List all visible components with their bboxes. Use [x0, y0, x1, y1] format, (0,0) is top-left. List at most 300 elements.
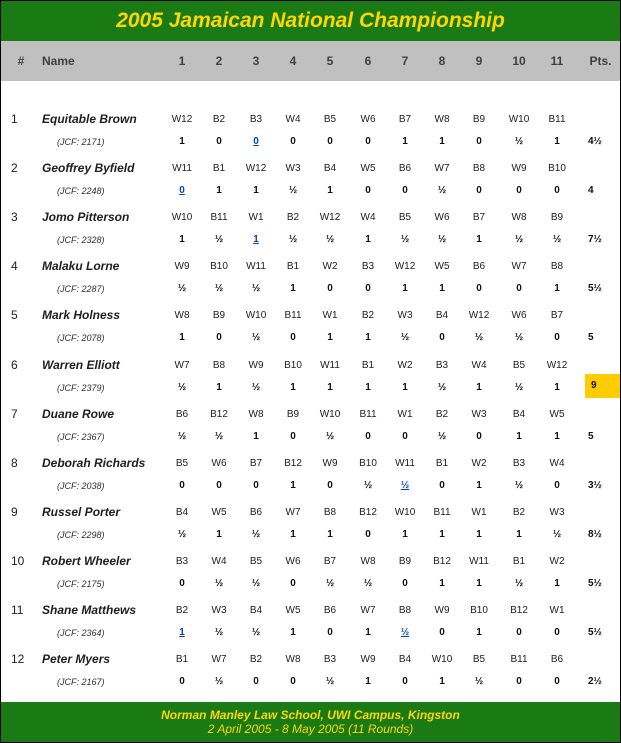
score-cell: 1 — [402, 381, 408, 393]
pairing-cell: W3 — [285, 163, 301, 175]
score-cell: 0 — [216, 136, 222, 147]
player-rating: (JCF: 2175) — [57, 578, 105, 589]
pairing-cell: W3 — [549, 506, 565, 518]
pairing-cell: W8 — [174, 310, 190, 322]
pairing-cell: W9 — [322, 457, 338, 469]
score-cell: 1 — [476, 627, 482, 638]
player-rank: 5 — [11, 308, 18, 323]
score-cell: 1 — [365, 332, 371, 344]
header-round-7: 7 — [401, 54, 409, 68]
pairing-cell: B5 — [249, 555, 263, 567]
pairing-cell: B6 — [249, 506, 263, 518]
pairing-cell: W12 — [468, 310, 490, 322]
score-cell: ½ — [214, 430, 224, 442]
pairing-cell: B5 — [472, 654, 486, 666]
score-cell: ½ — [214, 676, 224, 688]
pairing-cell: B5 — [398, 212, 412, 224]
score-cell: ½ — [251, 283, 261, 295]
player-rank: 4 — [11, 259, 18, 274]
pairing-cell: W7 — [211, 654, 227, 666]
pairing-cell: B1 — [435, 457, 449, 469]
player-rating: (JCF: 2379) — [57, 382, 105, 393]
pairing-cell: B8 — [398, 605, 412, 616]
player-rank: 1 — [11, 112, 18, 126]
score-cell: ½ — [177, 528, 187, 540]
score-cell: 1 — [554, 136, 560, 147]
score-cell: 0 — [402, 185, 408, 197]
score-cell: 0 — [216, 479, 222, 491]
pairing-cell: B1 — [512, 555, 526, 567]
score-cell: ½ — [514, 332, 524, 344]
pairing-cell: B7 — [323, 555, 337, 567]
pairing-cell: B9 — [472, 114, 486, 125]
pairing-cell: B9 — [398, 555, 412, 567]
total-points: 3½ — [588, 479, 602, 491]
pairing-cell: W8 — [360, 555, 376, 567]
header-round-3: 3 — [252, 54, 260, 68]
header-round-5: 5 — [326, 54, 334, 68]
score-cell: 0 — [179, 577, 185, 589]
score-cell: 0 — [327, 136, 333, 147]
score-cell: 0 — [439, 627, 445, 638]
score-cell: 1 — [476, 479, 482, 491]
score-cell: ½ — [437, 185, 447, 197]
score-cell: 1 — [216, 381, 222, 393]
score-cell: 1 — [516, 430, 522, 442]
score-cell: ½ — [437, 430, 447, 442]
pairing-cell: B1 — [361, 359, 375, 371]
pairing-cell: B10 — [210, 261, 228, 273]
total-points: 5½ — [588, 627, 602, 638]
score-cell: ½ — [288, 185, 298, 197]
player-rank: 11 — [11, 603, 24, 617]
player-name: Deborah Richards — [42, 455, 146, 470]
pairing-cell: W10 — [245, 310, 267, 322]
score-cell: 1 — [216, 185, 222, 197]
score-cell: ½ — [514, 381, 524, 393]
player-name: Equitable Brown — [42, 112, 137, 126]
score-cell: ½ — [214, 577, 224, 589]
header-round-2: 2 — [215, 54, 223, 68]
footer-bar — [1, 702, 620, 742]
pairing-cell: B1 — [286, 261, 300, 273]
pairing-cell: W9 — [174, 261, 190, 273]
score-cell: 1 — [476, 234, 482, 246]
score-cell: 0 — [476, 283, 482, 295]
page-title: 2005 Jamaican National Championship — [1, 1, 620, 41]
header-round-9: 9 — [475, 54, 483, 68]
pairing-cell: B1 — [175, 654, 189, 666]
player-rank: 8 — [11, 455, 18, 470]
total-points: 9 — [585, 374, 620, 398]
score-cell: ½ — [251, 627, 261, 638]
pairing-cell: W1 — [471, 506, 487, 518]
score-cell: ½ — [552, 234, 562, 246]
score-cell: 0 — [290, 332, 296, 344]
score-cell: 1 — [476, 381, 482, 393]
score-cell: 1 — [179, 136, 185, 147]
pairing-cell: W10 — [431, 654, 453, 666]
score-cell: 0 — [554, 479, 560, 491]
score-cell: 0 — [516, 283, 522, 295]
pairing-cell: B7 — [398, 114, 412, 125]
pairing-cell: W3 — [211, 605, 227, 616]
pairing-cell: W5 — [549, 408, 565, 420]
score-cell: ½ — [514, 479, 524, 491]
pairing-cell: W2 — [471, 457, 487, 469]
score-cell: ½ — [400, 332, 410, 344]
score-cell: 0 — [516, 627, 522, 638]
pairing-cell: W10 — [319, 408, 341, 420]
pairing-cell: B2 — [212, 114, 226, 125]
total-points: 5½ — [588, 283, 602, 295]
pairing-cell: B6 — [472, 261, 486, 273]
score-cell: 0 — [476, 136, 482, 147]
score-cell: 0 — [253, 479, 259, 491]
pairing-cell: W2 — [549, 555, 565, 567]
score-cell: ½ — [400, 234, 410, 246]
pairing-cell: B4 — [512, 408, 526, 420]
pairing-cell: W4 — [285, 114, 301, 125]
player-rank: 3 — [11, 210, 18, 225]
score-cell: ½ — [251, 381, 261, 393]
score-cell: 0 — [253, 676, 259, 688]
pairing-cell: B9 — [286, 408, 300, 420]
pairing-cell: W1 — [322, 310, 338, 322]
pairing-cell: B11 — [510, 654, 528, 666]
pairing-cell: W1 — [549, 605, 565, 616]
header-rank: # — [17, 54, 25, 68]
score-cell: 1 — [290, 627, 296, 638]
score-cell: 0 — [327, 627, 333, 638]
pairing-cell: B4 — [398, 654, 412, 666]
pairing-cell: W10 — [394, 506, 416, 518]
player-name: Jomo Pitterson — [42, 210, 130, 225]
score-cell: 0 — [327, 283, 333, 295]
score-cell: 1 — [439, 577, 445, 589]
game-score-link[interactable]: 0 — [179, 185, 185, 197]
pairing-cell: W4 — [360, 212, 376, 224]
pairing-cell: B6 — [550, 654, 564, 666]
pairing-cell: W9 — [248, 359, 264, 371]
pairing-cell: W8 — [248, 408, 264, 420]
pairing-cell: W11 — [395, 457, 415, 469]
score-cell: ½ — [363, 577, 373, 589]
player-rating: (JCF: 2367) — [57, 431, 105, 442]
score-cell: 0 — [476, 430, 482, 442]
total-points: 4 — [588, 185, 594, 197]
score-cell: 1 — [402, 136, 408, 147]
pairing-cell: W10 — [171, 212, 193, 224]
pairing-cell: W12 — [546, 359, 568, 371]
total-points: 4½ — [588, 136, 602, 147]
score-cell: 0 — [179, 676, 185, 688]
player-name: Geoffrey Byfield — [42, 161, 135, 176]
score-cell: 0 — [439, 479, 445, 491]
pairing-cell: B10 — [470, 605, 488, 616]
player-name: Duane Rowe — [42, 406, 115, 421]
pairing-cell: W6 — [434, 212, 450, 224]
pairing-cell: W4 — [549, 457, 565, 469]
game-score-link[interactable]: 0 — [253, 136, 259, 147]
score-cell: ½ — [251, 332, 261, 344]
header-round-1: 1 — [178, 54, 186, 68]
score-cell: 0 — [365, 528, 371, 540]
pairing-cell: W11 — [246, 261, 266, 273]
score-cell: 1 — [516, 528, 522, 540]
score-cell: 0 — [402, 577, 408, 589]
pairing-cell: W6 — [285, 555, 301, 567]
pairing-cell: W11 — [320, 359, 340, 371]
pairing-cell: B3 — [175, 555, 189, 567]
score-cell: 0 — [554, 627, 560, 638]
pairing-cell: W8 — [434, 114, 450, 125]
pairing-cell: W1 — [397, 408, 413, 420]
pairing-cell: B2 — [435, 408, 449, 420]
pairing-cell: W5 — [434, 261, 450, 273]
score-cell: 1 — [327, 332, 333, 344]
pairing-cell: B3 — [249, 114, 263, 125]
total-points: 5½ — [588, 577, 602, 589]
pairing-cell: B3 — [323, 654, 337, 666]
score-cell: 0 — [216, 332, 222, 344]
pairing-cell: B3 — [361, 261, 375, 273]
score-cell: ½ — [251, 577, 261, 589]
pairing-cell: W5 — [285, 605, 301, 616]
score-cell: ½ — [177, 430, 187, 442]
score-cell: 0 — [179, 479, 185, 491]
score-cell: ½ — [251, 528, 261, 540]
pairing-cell: B8 — [550, 261, 564, 273]
pairing-cell: B4 — [249, 605, 263, 616]
score-cell: ½ — [514, 136, 524, 147]
pairing-cell: B8 — [472, 163, 486, 175]
table-row — [1, 548, 620, 597]
pairing-cell: W11 — [469, 555, 489, 567]
pairing-cell: W1 — [248, 212, 264, 224]
pairing-cell: W9 — [360, 654, 376, 666]
score-cell: 1 — [365, 381, 371, 393]
player-rank: 9 — [11, 504, 18, 519]
pairing-cell: B10 — [359, 457, 377, 469]
score-cell: ½ — [177, 283, 187, 295]
score-cell: ½ — [514, 577, 524, 589]
score-cell: ½ — [214, 234, 224, 246]
pairing-cell: W3 — [397, 310, 413, 322]
score-cell: ½ — [325, 577, 335, 589]
total-points: 7½ — [588, 234, 602, 246]
score-cell: 0 — [516, 185, 522, 197]
player-rating: (JCF: 2364) — [57, 628, 105, 638]
score-cell: 0 — [327, 479, 333, 491]
game-score-link[interactable]: ½ — [400, 479, 410, 491]
score-cell: 1 — [439, 528, 445, 540]
pairing-cell: B12 — [210, 408, 228, 420]
pairing-cell: W2 — [397, 359, 413, 371]
player-rating: (JCF: 2167) — [57, 677, 105, 688]
score-cell: 1 — [402, 528, 408, 540]
score-cell: 1 — [216, 528, 222, 540]
player-rating: (JCF: 2038) — [57, 480, 105, 491]
pairing-cell: W3 — [471, 408, 487, 420]
footer-dates: 2 April 2005 - 8 May 2005 (11 Rounds) — [207, 722, 414, 736]
player-rank: 10 — [11, 553, 25, 568]
player-rating: (JCF: 2248) — [57, 186, 105, 197]
table-row — [1, 499, 620, 548]
player-rank: 12 — [11, 652, 25, 667]
score-cell: 0 — [554, 332, 560, 344]
pairing-cell: W12 — [171, 114, 193, 125]
pairing-cell: B11 — [433, 506, 451, 518]
pairing-cell: W5 — [211, 506, 227, 518]
pairing-cell: W7 — [511, 261, 527, 273]
score-cell: 1 — [439, 676, 445, 688]
pairing-cell: B9 — [212, 310, 226, 322]
table-row — [1, 401, 620, 450]
pairing-cell: B3 — [512, 457, 526, 469]
score-cell: ½ — [177, 381, 187, 393]
pairing-cell: B6 — [175, 408, 189, 420]
pairing-cell: B2 — [361, 310, 375, 322]
pairing-cell: B2 — [175, 605, 189, 616]
score-cell: 0 — [402, 676, 408, 688]
pairing-cell: B4 — [435, 310, 449, 322]
header-round-4: 4 — [289, 54, 297, 68]
pairing-cell: B11 — [210, 212, 228, 224]
player-rank: 7 — [11, 406, 18, 421]
pairing-cell: B2 — [286, 212, 300, 224]
score-cell: ½ — [363, 479, 373, 491]
player-name: Mark Holness — [42, 308, 121, 323]
game-score-link[interactable]: 1 — [253, 234, 259, 246]
player-name: Peter Myers — [42, 652, 111, 667]
player-name: Robert Wheeler — [42, 553, 131, 568]
player-rating: (JCF: 2287) — [57, 284, 105, 295]
score-cell: 1 — [290, 283, 296, 295]
pairing-cell: B6 — [323, 605, 337, 616]
pairing-cell: B12 — [284, 457, 302, 469]
score-cell: 0 — [476, 185, 482, 197]
pairing-cell: W7 — [434, 163, 450, 175]
score-cell: 1 — [402, 283, 408, 295]
player-rank: 2 — [11, 161, 18, 176]
pairing-cell: B2 — [249, 654, 263, 666]
pairing-cell: W5 — [360, 163, 376, 175]
score-cell: 1 — [253, 185, 259, 197]
game-score-link[interactable]: 1 — [179, 627, 185, 638]
score-cell: 1 — [365, 627, 371, 638]
player-name: Russel Porter — [42, 504, 121, 519]
pairing-cell: W7 — [285, 506, 301, 518]
pairing-cell: W4 — [211, 555, 227, 567]
header-round-6: 6 — [364, 54, 372, 68]
score-cell: ½ — [214, 627, 224, 638]
score-cell: 1 — [290, 381, 296, 393]
player-name: Shane Matthews — [42, 603, 137, 617]
score-cell: 0 — [365, 430, 371, 442]
pairing-cell: W12 — [319, 212, 341, 224]
pairing-cell: B7 — [249, 457, 263, 469]
score-cell: 0 — [402, 430, 408, 442]
pairing-cell: B3 — [435, 359, 449, 371]
pairing-cell: B11 — [359, 408, 377, 420]
score-cell: ½ — [437, 234, 447, 246]
pairing-cell: W9 — [511, 163, 527, 175]
score-cell: 1 — [179, 332, 185, 344]
pairing-cell: W4 — [471, 359, 487, 371]
column-header-bar — [1, 41, 620, 81]
score-cell: ½ — [552, 528, 562, 540]
pairing-cell: W12 — [245, 163, 267, 175]
score-cell: 1 — [439, 283, 445, 295]
score-cell: 1 — [327, 381, 333, 393]
score-cell: 1 — [290, 479, 296, 491]
player-name: Malaku Lorne — [42, 259, 120, 274]
table-row — [1, 106, 620, 155]
table-row — [1, 646, 620, 695]
score-cell: ½ — [325, 234, 335, 246]
score-cell: ½ — [437, 381, 447, 393]
player-rank: 6 — [11, 357, 18, 372]
pairing-cell: B1 — [212, 163, 226, 175]
table-row — [1, 352, 620, 401]
table-row — [1, 302, 620, 351]
score-cell: 1 — [365, 676, 371, 688]
footer-venue: Norman Manley Law School, UWI Campus, Kingston — [161, 708, 460, 722]
player-name: Warren Elliott — [42, 357, 120, 372]
score-cell: 1 — [365, 234, 371, 246]
score-cell: 0 — [554, 676, 560, 688]
score-cell: 1 — [554, 430, 560, 442]
table-row — [1, 155, 620, 204]
pairing-cell: W7 — [360, 605, 376, 616]
score-cell: 1 — [253, 430, 259, 442]
pairing-cell: W8 — [511, 212, 527, 224]
pairing-cell: B7 — [472, 212, 486, 224]
score-cell: 1 — [554, 577, 560, 589]
game-score-link[interactable]: ½ — [400, 627, 410, 638]
player-rating: (JCF: 2328) — [57, 235, 105, 246]
pairing-cell: W6 — [211, 457, 227, 469]
score-cell: 0 — [290, 136, 296, 147]
score-cell: ½ — [325, 430, 335, 442]
pairing-cell: B12 — [510, 605, 528, 616]
pairing-cell: B4 — [175, 506, 189, 518]
score-cell: 1 — [179, 234, 185, 246]
player-rating: (JCF: 2298) — [57, 529, 105, 540]
pairing-cell: W12 — [394, 261, 416, 273]
score-cell: 1 — [327, 528, 333, 540]
pairing-cell: W6 — [511, 310, 527, 322]
pairing-cell: B8 — [212, 359, 226, 371]
score-cell: 1 — [327, 185, 333, 197]
score-cell: 0 — [365, 136, 371, 147]
pairing-cell: B5 — [512, 359, 526, 371]
player-rating: (JCF: 2078) — [57, 333, 105, 344]
pairing-cell: B12 — [433, 555, 451, 567]
score-cell: ½ — [514, 234, 524, 246]
score-cell: ½ — [474, 332, 484, 344]
pairing-cell: B8 — [323, 506, 337, 518]
pairing-cell: B9 — [550, 212, 564, 224]
score-cell: 0 — [290, 676, 296, 688]
pairing-cell: B2 — [512, 506, 526, 518]
pairing-cell: B6 — [398, 163, 412, 175]
header-points: Pts. — [589, 54, 612, 68]
total-points: 5 — [588, 332, 594, 344]
pairing-cell: B10 — [284, 359, 302, 371]
pairing-cell: W9 — [434, 605, 450, 616]
